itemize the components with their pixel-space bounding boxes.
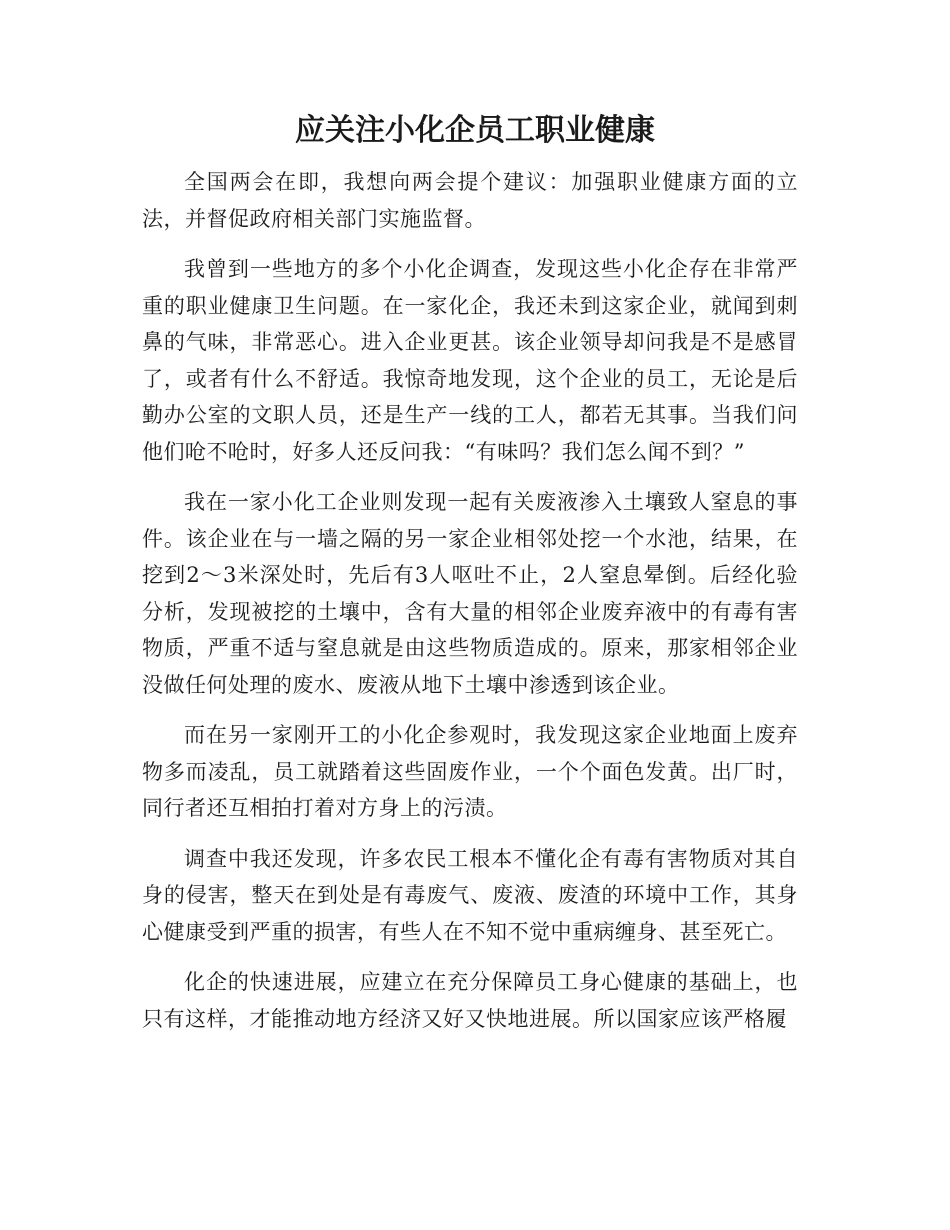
paragraph: 我在一家小化工企业则发现一起有关废液渗入土壤致人窒息的事件。该企业在与一墙之隔的另一家企业相邻处挖一个水池，结果，在挖到2～3米深处时，先后有3人呕吐不止，2人窒息晕倒。后经化验分析，发现被挖的土壤中，含有大量的相邻企业废弃液中的有毒有害物质，严重不适与窒息就是由这些物质造成的。原来，那家相邻企业没做任何处理的废水、废液从地下土壤中渗透到该企业。 xyxy=(142,490,798,697)
paragraph: 而在另一家刚开工的小化企参观时，我发现这家企业地面上废弃物多而凌乱，员工就踏着这些固废作业，一个个面色发黄。出厂时，同行者还互相拍打着对方身上的污渍。 xyxy=(142,723,798,820)
paragraph: 化企的快速进展，应建立在充分保障员工身心健康的基础上，也只有这样，才能推动地方经济又好又快地进展。所以国家应该严格履 xyxy=(142,970,798,1031)
paragraph: 调查中我还发现，许多农民工根本不懂化企有毒有害物质对其自身的侵害，整天在到处是有毒废气、废液、废渣的环境中工作，其身心健康受到严重的损害，有些人在不知不觉中重病缠身、甚至死亡。 xyxy=(142,846,798,944)
paragraph: 全国两会在即，我想向两会提个建议：加强职业健康方面的立法，并督促政府相关部门实施监督。 xyxy=(142,170,798,231)
document-body xyxy=(142,164,798,1051)
document-title: 应关注小化企员工职业健康 xyxy=(295,113,655,148)
paragraph: 我曾到一些地方的多个小化企调查，发现这些小化企存在非常严重的职业健康卫生问题。在一家化企，我还未到这家企业，就闻到刺鼻的气味，非常恶心。进入企业更甚。该企业领导却问我是不是感冒了，或者有什么不舒适。我惊奇地发现，这个企业的员工，无论是后勤办公室的文职人员，还是生产一线的工人，都若无其事。当我们问他们呛不呛时，好多人还反问我：“有味吗？我们怎么闻不到？” xyxy=(142,257,798,464)
